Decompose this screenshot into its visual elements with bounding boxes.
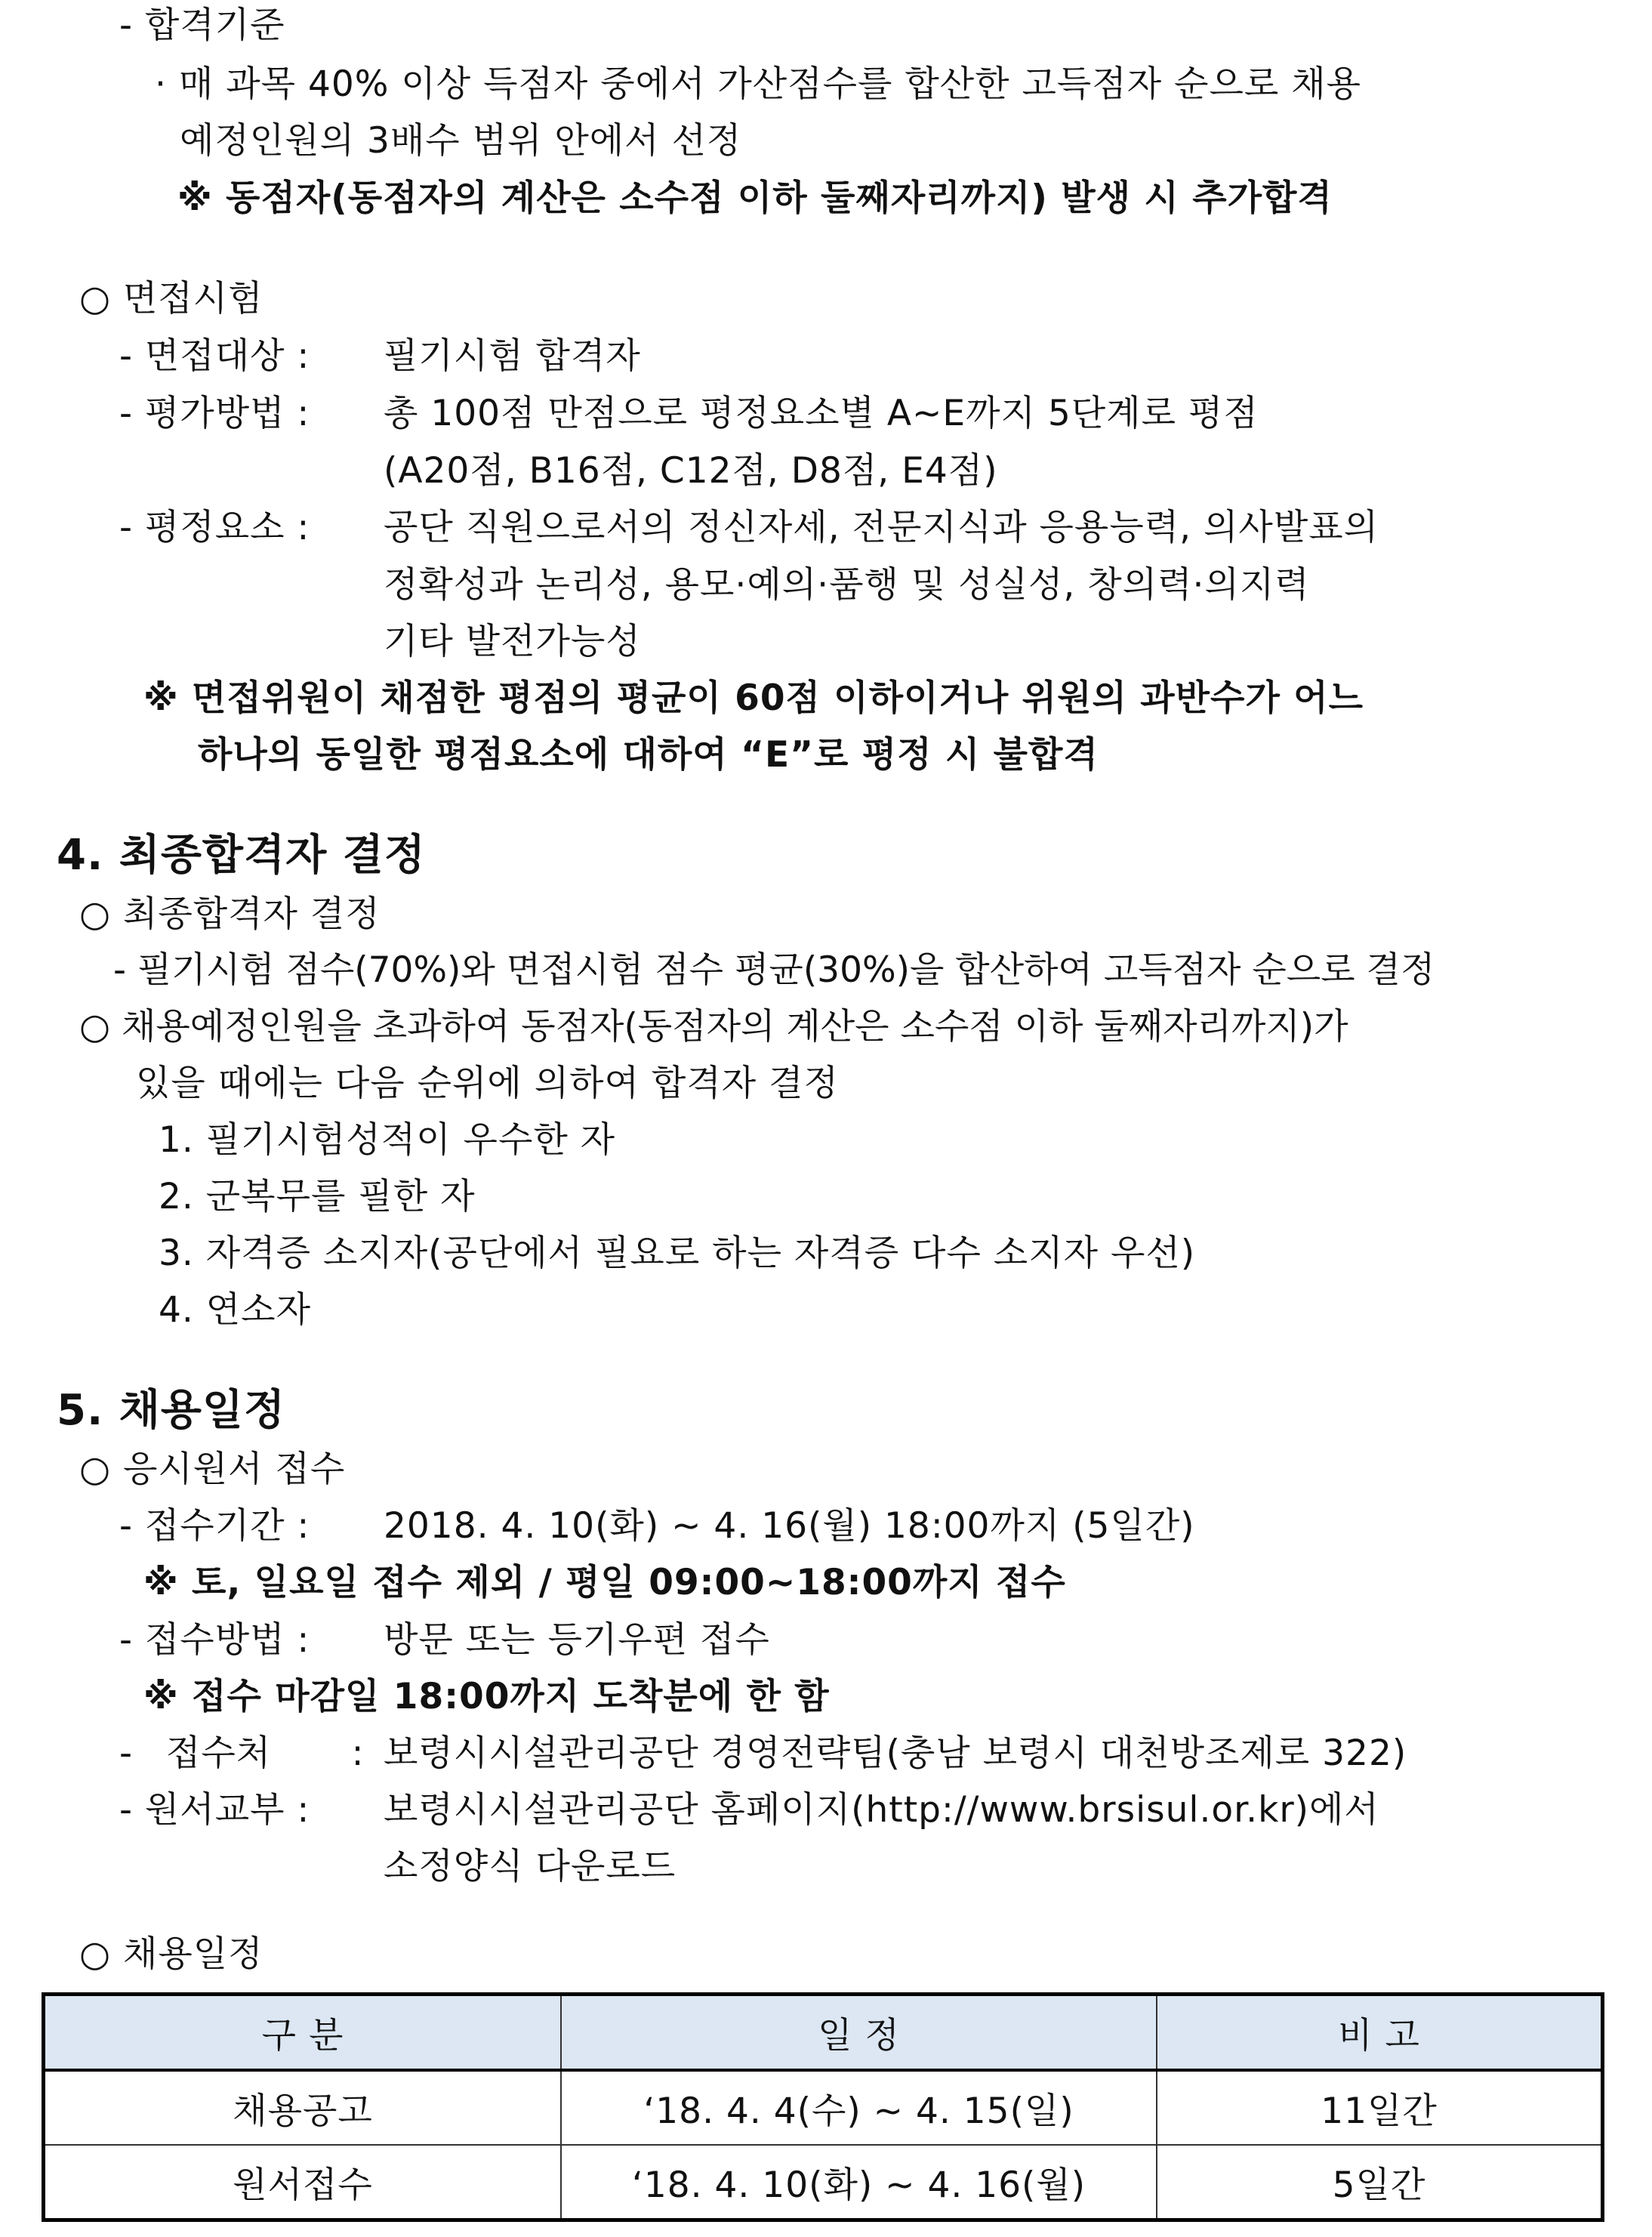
interview-target-label: - 면접대상 : <box>119 335 310 377</box>
final-sub1-detail: - 필기시험 점수(70%)와 면접시험 점수 평균(30%)을 합산하여 고득점자 순으로 결정 <box>113 949 1435 991</box>
interview-note-line1: ※ 면접위원이 채점한 평점의 평균이 60점 이하이거나 위원의 과반수가 어느 <box>143 677 1364 719</box>
final-sub1: ○ 최종합격자 결정 <box>79 893 381 935</box>
application-period-note: ※ 토, 일요일 접수 제외 / 평일 09:00~18:00까지 접수 <box>143 1562 1066 1603</box>
application-place-label: 접수처 <box>166 1733 272 1774</box>
final-rank-4: 4. 연소자 <box>159 1289 311 1331</box>
final-sub2-line1: ○ 채용예정인원을 초과하여 동점자(동점자의 계산은 소수점 이하 둘째자리까지)가 <box>79 1006 1348 1048</box>
row1-remarks: 11일간 <box>1157 2070 1603 2145</box>
final-rank-3: 3. 자격증 소지자(공단에서 필요로 하는 자격증 다수 소지자 우선) <box>159 1233 1196 1274</box>
interview-target-value: 필기시험 합격자 <box>384 335 641 377</box>
application-method <box>119 1616 770 1665</box>
interview-method-line1: 총 100점 만점으로 평정요소별 A~E까지 5단계로 평점 <box>384 393 1259 434</box>
interview-factors-line2: 정확성과 논리성, 용모·예의·품행 및 성실성, 창의력·의지력 <box>384 564 1310 606</box>
header-category: 구 분 <box>44 1995 562 2071</box>
interview-method <box>119 390 1259 438</box>
final-rank-1: 1. 필기시험성적이 우수한 자 <box>159 1119 616 1161</box>
pass-criteria-line1: · 매 과목 40% 이상 득점자 중에서 가산점수를 합산한 고득점자 순으로 채용 <box>155 63 1361 105</box>
application-form-value-line2: 소정양식 다운로드 <box>384 1846 677 1887</box>
application-place-colon: : <box>351 1733 365 1774</box>
row1-schedule: ‘18. 4. 4(수) ~ 4. 15(일) <box>561 2070 1157 2145</box>
final-sub2-line2: 있을 때에는 다음 순위에 의하여 합격자 결정 <box>136 1063 839 1104</box>
application-place-dash: - <box>119 1733 133 1774</box>
application-period-label: - 접수기간 : <box>119 1505 310 1547</box>
schedule-table-header-row <box>44 1995 1603 2071</box>
pass-criteria-heading: - 합격기준 <box>119 5 285 46</box>
pass-criteria-line2: 예정인원의 3배수 범위 안에서 선정 <box>180 120 742 162</box>
application-method-label: - 접수방법 : <box>119 1619 310 1661</box>
row2-schedule: ‘18. 4. 10(화) ~ 4. 16(월) <box>561 2145 1157 2220</box>
header-remarks: 비 고 <box>1157 1995 1603 2071</box>
interview-method-label: - 평가방법 : <box>119 393 310 434</box>
application-place <box>119 1729 1407 1778</box>
interview-target <box>119 332 641 381</box>
application-title: ○ 응시원서 접수 <box>79 1449 346 1490</box>
application-place-value: 보령시시설관리공단 경영전략팀(충남 보령시 대천방조제로 322) <box>384 1733 1407 1774</box>
table-row <box>44 2145 1603 2220</box>
application-form <box>119 1786 1379 1834</box>
application-method-value: 방문 또는 등기우편 접수 <box>384 1619 770 1661</box>
table-row <box>44 2070 1603 2145</box>
application-method-note: ※ 접수 마감일 18:00까지 도착분에 한 함 <box>143 1676 830 1717</box>
interview-factors-label: - 평정요소 : <box>119 507 310 548</box>
row2-category: 원서접수 <box>44 2145 562 2220</box>
pass-criteria-note: ※ 동점자(동점자의 계산은 소수점 이하 둘째자리까지) 발생 시 추가합격 <box>177 177 1333 219</box>
interview-factors-line1: 공단 직원으로서의 정신자세, 전문지식과 응용능력, 의사발표의 <box>384 507 1379 548</box>
application-form-label: - 원서교부 : <box>119 1789 310 1831</box>
schedule-table-title: ○ 채용일정 <box>79 1933 264 1975</box>
row2-remarks: 5일간 <box>1157 2145 1603 2220</box>
interview-method-line2: (A20점, B16점, C12점, D8점, E4점) <box>384 450 998 492</box>
interview-factors <box>119 504 1379 552</box>
interview-factors-line3: 기타 발전가능성 <box>384 621 641 662</box>
schedule-heading: 5. 채용일정 <box>57 1386 286 1435</box>
final-heading: 4. 최종합격자 결정 <box>57 831 426 880</box>
row1-category: 채용공고 <box>44 2070 562 2145</box>
application-form-value-line1: 보령시시설관리공단 홈페이지(http://www.brsisul.or.kr)에서 <box>384 1789 1379 1831</box>
application-period-value: 2018. 4. 10(화) ~ 4. 16(월) 18:00까지 (5일간) <box>384 1505 1195 1547</box>
application-period <box>119 1502 1195 1550</box>
final-rank-2: 2. 군복무를 필한 자 <box>159 1176 476 1217</box>
header-schedule: 일 정 <box>561 1995 1157 2071</box>
interview-title: ○ 면접시험 <box>79 278 264 319</box>
interview-note-line2: 하나의 동일한 평점요소에 대하여 “E”로 평정 시 불합격 <box>198 734 1099 776</box>
schedule-table <box>42 1992 1604 2222</box>
